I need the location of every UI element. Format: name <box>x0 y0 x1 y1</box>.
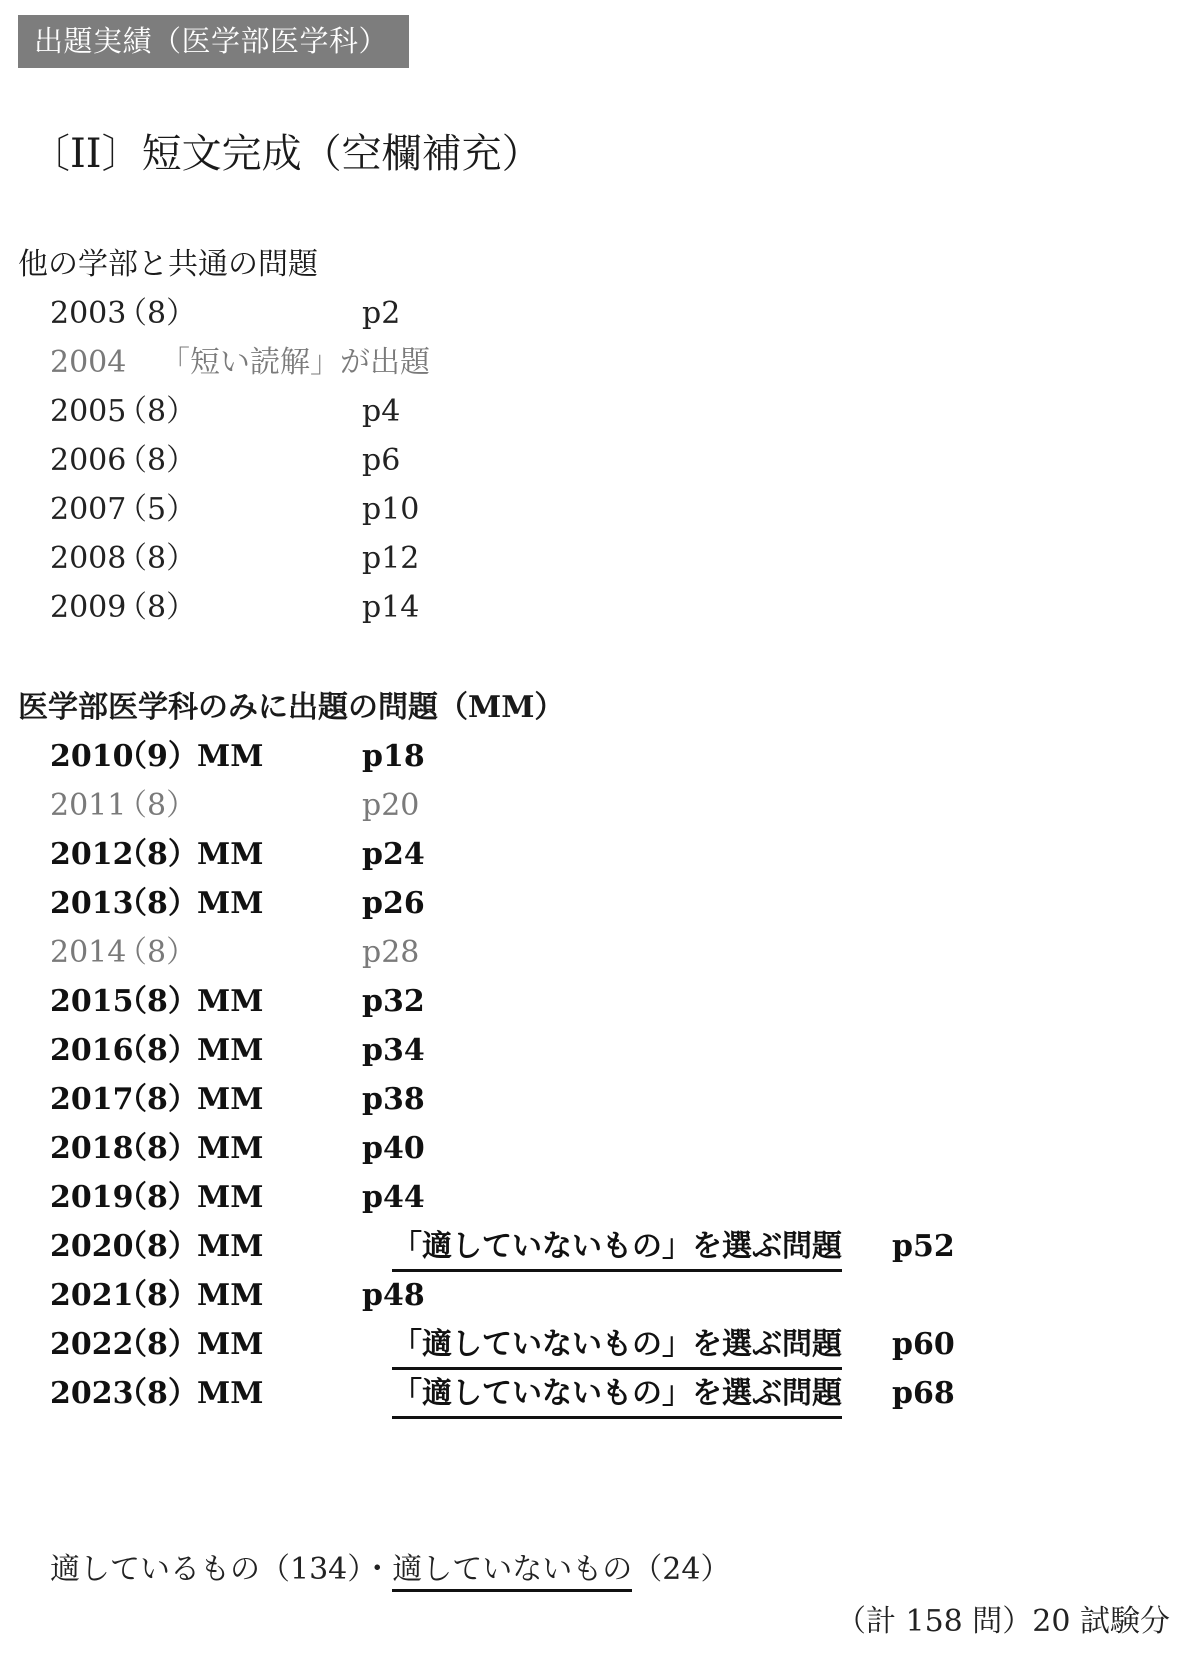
table-row <box>0 1325 1200 1365</box>
row-count: （8） <box>117 1327 198 1362</box>
row-count: （8） <box>117 1180 198 1215</box>
row-year: 2013 <box>50 886 134 921</box>
row-year: 2016 <box>50 1033 134 1068</box>
row-mm-tag: MM <box>197 1229 264 1264</box>
row-year: 2014 <box>50 935 127 970</box>
row-year: 2004 <box>50 345 127 380</box>
table-row <box>0 933 1200 973</box>
row-page: p60 <box>892 1327 955 1362</box>
row-year: 2008 <box>50 541 127 576</box>
row-page: p10 <box>362 492 420 527</box>
table-row <box>0 539 1200 579</box>
row-page: p28 <box>362 935 420 970</box>
table-row <box>0 294 1200 334</box>
table-row <box>0 343 1200 383</box>
table-row <box>0 1178 1200 1218</box>
row-count: （5） <box>117 492 197 527</box>
row-mm-tag: MM <box>197 1180 264 1215</box>
row-count: （8） <box>117 837 198 872</box>
row-count: （8） <box>117 935 197 970</box>
summary-unsuitable: 適していないもの <box>392 1552 632 1592</box>
row-year: 2022 <box>50 1327 134 1362</box>
table-row <box>0 490 1200 530</box>
row-mm-tag: MM <box>197 1278 264 1313</box>
row-count: （8） <box>117 394 197 429</box>
mm-group-heading: 医学部医学科のみに出題の問題（MM） <box>18 690 565 725</box>
row-count: （8） <box>117 590 197 625</box>
row-count: （9） <box>117 739 198 774</box>
row-page: p12 <box>362 541 420 576</box>
row-page: p2 <box>362 296 401 331</box>
table-row <box>0 1080 1200 1120</box>
table-row <box>0 1374 1200 1414</box>
table-row <box>0 1129 1200 1169</box>
row-year: 2003 <box>50 296 127 331</box>
row-year: 2018 <box>50 1131 134 1166</box>
row-page: p26 <box>362 886 425 921</box>
row-page: p14 <box>362 590 420 625</box>
row-page: p24 <box>362 837 425 872</box>
row-mm-tag: MM <box>197 886 264 921</box>
table-row <box>0 884 1200 924</box>
total-line: （計 158 問）20 試験分 <box>835 1604 1170 1639</box>
row-mm-tag: MM <box>197 1131 264 1166</box>
row-count: （8） <box>117 984 198 1019</box>
row-mm-tag: MM <box>197 1033 264 1068</box>
summary-line <box>50 1550 730 1590</box>
row-note-unsuitable: 「適していないもの」を選ぶ問題 <box>392 1227 842 1272</box>
row-mm-tag: MM <box>197 1327 264 1362</box>
row-page: p40 <box>362 1131 425 1166</box>
row-mm-tag: MM <box>197 984 264 1019</box>
table-row <box>0 1031 1200 1071</box>
row-mm-tag: MM <box>197 739 264 774</box>
row-count: （8） <box>117 296 197 331</box>
row-mm-tag: MM <box>197 837 264 872</box>
row-page: p6 <box>362 443 401 478</box>
summary-unsuitable-count: （24） <box>632 1552 731 1587</box>
row-page: p4 <box>362 394 401 429</box>
row-count: （8） <box>117 1082 198 1117</box>
row-year: 2019 <box>50 1180 134 1215</box>
row-note-unsuitable: 「適していないもの」を選ぶ問題 <box>392 1325 842 1370</box>
row-page: p32 <box>362 984 425 1019</box>
row-page: p18 <box>362 739 425 774</box>
row-count: （8） <box>117 443 197 478</box>
row-year: 2011 <box>50 788 127 823</box>
table-row <box>0 392 1200 432</box>
summary-suitable: 適しているもの（134）・ <box>50 1552 393 1587</box>
row-year: 2005 <box>50 394 127 429</box>
table-row <box>0 1227 1200 1267</box>
row-mm-tag: MM <box>197 1376 264 1411</box>
row-note-unsuitable: 「適していないもの」を選ぶ問題 <box>392 1374 842 1419</box>
table-row <box>0 441 1200 481</box>
row-count: （8） <box>117 886 198 921</box>
row-year: 2023 <box>50 1376 134 1411</box>
common-group-heading: 他の学部と共通の問題 <box>18 247 318 282</box>
row-count: （8） <box>117 1376 198 1411</box>
table-row <box>0 786 1200 826</box>
row-count: （8） <box>117 788 197 823</box>
row-year: 2012 <box>50 837 134 872</box>
row-page: p48 <box>362 1278 425 1313</box>
row-year: 2010 <box>50 739 134 774</box>
row-count: （8） <box>117 1278 198 1313</box>
row-count: （8） <box>117 1033 198 1068</box>
row-count: （8） <box>117 1131 198 1166</box>
table-row <box>0 588 1200 628</box>
table-row <box>0 982 1200 1022</box>
row-year: 2021 <box>50 1278 134 1313</box>
page-header-badge: 出題実績（医学部医学科） <box>18 15 409 68</box>
row-page: p68 <box>892 1376 955 1411</box>
table-row <box>0 1276 1200 1316</box>
section-title: 〔II〕短文完成（空欄補充） <box>30 131 542 177</box>
table-row <box>0 835 1200 875</box>
row-year: 2015 <box>50 984 134 1019</box>
row-year: 2020 <box>50 1229 134 1264</box>
row-year: 2006 <box>50 443 127 478</box>
row-year: 2007 <box>50 492 127 527</box>
row-year: 2009 <box>50 590 127 625</box>
row-count: （8） <box>117 541 197 576</box>
row-page: p52 <box>892 1229 955 1264</box>
row-page: p38 <box>362 1082 425 1117</box>
row-page: p44 <box>362 1180 425 1215</box>
table-row <box>0 737 1200 777</box>
row-page: p20 <box>362 788 420 823</box>
row-page: p34 <box>362 1033 425 1068</box>
row-count: （8） <box>117 1229 198 1264</box>
row-mm-tag: MM <box>197 1082 264 1117</box>
row-note: 「短い読解」が出題 <box>160 345 430 380</box>
row-year: 2017 <box>50 1082 134 1117</box>
